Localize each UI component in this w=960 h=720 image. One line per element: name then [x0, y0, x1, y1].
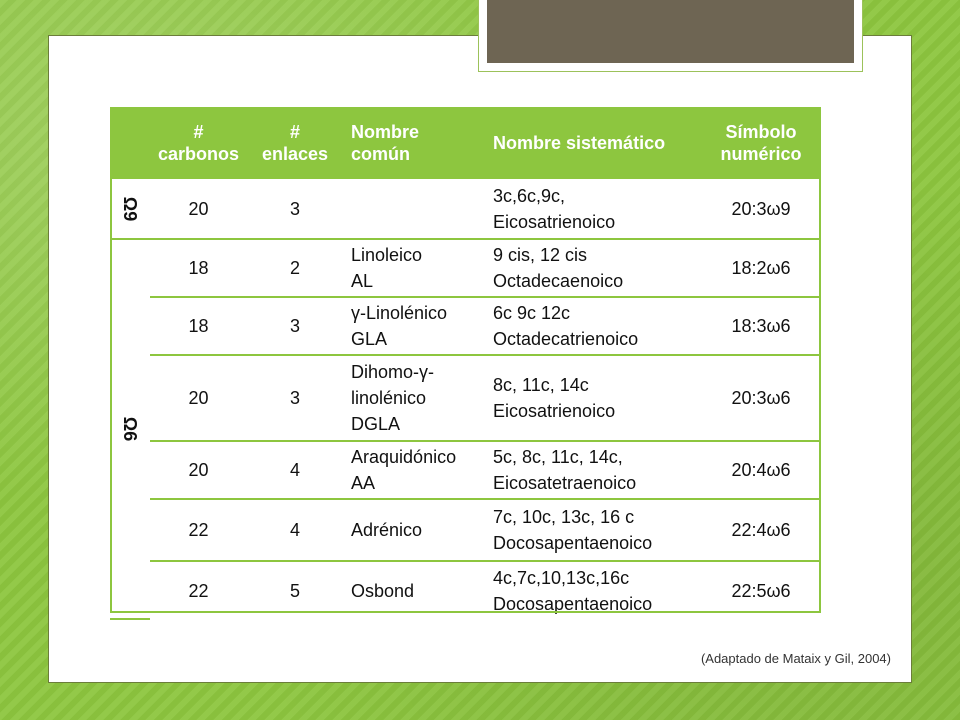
cell-nombre-comun: Osbond: [351, 580, 415, 601]
source-note: (Adaptado de Mataix y Gil, 2004): [700, 651, 891, 666]
cell-carbonos: 22: [188, 580, 209, 601]
cell-simbolo-numerico: 18:2ω6: [701, 239, 821, 297]
header-simbolo-numerico: Símbolo numérico: [701, 107, 821, 179]
group-label: Ω6: [119, 416, 140, 442]
table-body: [110, 179, 821, 619]
header-group-cell: [110, 107, 150, 179]
cell-nombre-comun: Linoleico AL: [343, 239, 485, 297]
group-label-cell: [110, 239, 150, 619]
cell-simbolo-numerico: 18:3ω6: [701, 297, 821, 355]
cell-simbolo-numerico: 22:5ω6: [731, 580, 791, 601]
table-header-row: [110, 107, 821, 179]
cell-nombre-comun: γ-Linolénico GLA: [343, 297, 485, 355]
table-row: [110, 499, 821, 561]
table-row: [110, 297, 821, 355]
cell-nombre-sistematico: 8c, 11c, 14c Eicosatrienoico: [485, 355, 701, 441]
table-row: [110, 239, 821, 297]
header-nombre-comun: Nombre común: [343, 107, 485, 179]
table-row: [110, 355, 821, 441]
cell-nombre-sistematico: 7c, 10c, 13c, 16 c Docosapentaenoico: [485, 499, 701, 561]
cell-nombre-sistematico: 9 cis, 12 cis Octadecaenoico: [485, 239, 701, 297]
cell-nombre-comun: Dihomo-γ- linolénico DGLA: [343, 355, 485, 441]
table-row: [110, 561, 821, 619]
cell-nombre-comun: Adrénico: [343, 499, 485, 561]
header-nombre-sistematico: Nombre sistemático: [485, 107, 701, 179]
cell-simbolo-numerico: 22:4ω6: [701, 499, 821, 561]
header-carbonos: # carbonos: [150, 107, 247, 179]
cell-enlaces: 3: [247, 179, 343, 239]
cell-nombre-comun: [343, 179, 485, 239]
table-row: [110, 179, 821, 239]
group-label: Ω9: [119, 196, 140, 221]
cell-carbonos: 18: [150, 297, 247, 355]
cell-nombre-comun: Araquidónico AA: [343, 441, 485, 499]
cell-enlaces: 3: [247, 297, 343, 355]
cell-simbolo-numerico: 20:4ω6: [701, 441, 821, 499]
cell-simbolo-numerico: 20:3ω6: [701, 355, 821, 441]
cell-carbonos: 20: [150, 355, 247, 441]
fatty-acids-table: [110, 107, 821, 620]
cell-enlaces: 3: [247, 355, 343, 441]
title-placeholder: [487, 0, 854, 63]
group-label-cell: [110, 179, 150, 239]
cell-simbolo-numerico: 20:3ω9: [701, 179, 821, 239]
header-enlaces: # enlaces: [247, 107, 343, 179]
cell-nombre-sistematico: 4c,7c,10,13c,16c Docosapentaenoico: [493, 567, 653, 614]
cell-carbonos: 20: [150, 441, 247, 499]
table-row: [110, 441, 821, 499]
cell-enlaces: 4: [247, 499, 343, 561]
cell-carbonos: 22: [150, 499, 247, 561]
cell-nombre-sistematico: 6c 9c 12c Octadecatrienoico: [485, 297, 701, 355]
cell-carbonos: 20: [150, 179, 247, 239]
cell-nombre-sistematico: 3c,6c,9c, Eicosatrienoico: [485, 179, 701, 239]
cell-carbonos: 18: [150, 239, 247, 297]
cell-enlaces: 4: [247, 441, 343, 499]
cell-enlaces: 5: [290, 580, 301, 601]
cell-enlaces: 2: [247, 239, 343, 297]
cell-nombre-sistematico: 5c, 8c, 11c, 14c, Eicosatetraenoico: [485, 441, 701, 499]
